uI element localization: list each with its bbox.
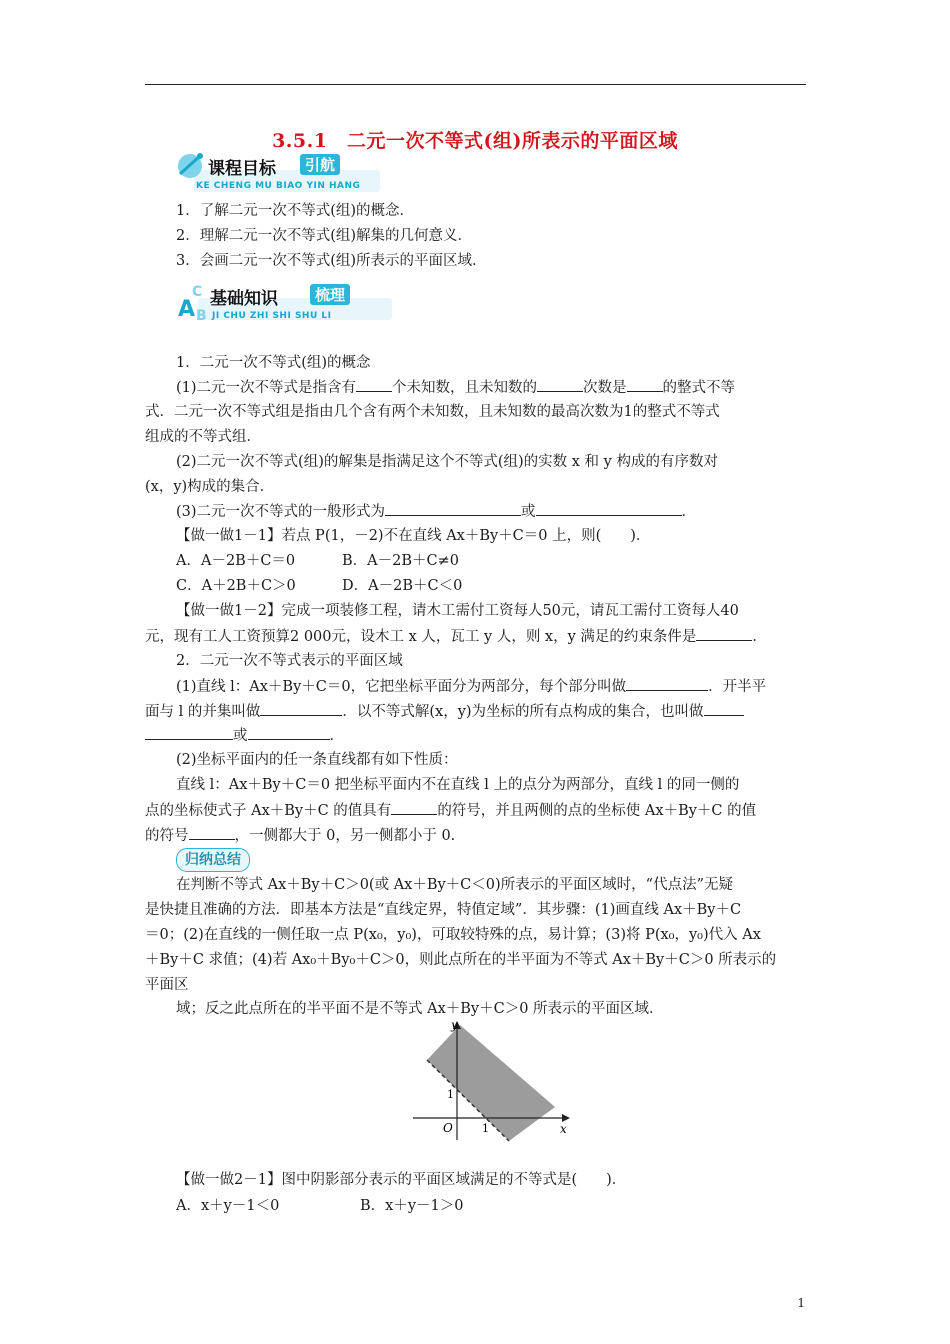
summary-line5: 平面区 bbox=[145, 977, 189, 993]
origin-label: O bbox=[443, 1121, 453, 1135]
exercise-1-1-option-b[interactable]: B．A－2B＋C≠0 bbox=[342, 553, 459, 569]
summary-line3: ＝0；(2)在直线的一侧任取一点 P(x₀，y₀)，可取较特殊的点，易计算；(3)将 P(x₀，y₀)代入 Ax bbox=[145, 927, 761, 943]
goal-item: 2．理解二元一次不等式(组)解集的几何意义． bbox=[176, 228, 473, 244]
answer-blank[interactable] bbox=[626, 676, 708, 691]
s2-p2-heading: (2)坐标平面内的任一条直线都有如下性质： bbox=[176, 752, 458, 768]
summary-line2: 是快捷且准确的方法．即基本方法是“直线定界，特值定域”．其步骤：(1)画直线 Ax＋By＋C bbox=[145, 902, 742, 918]
s1-p1-text-c: 次数是 bbox=[583, 380, 627, 396]
s1-p3-text-a: (3)二元一次不等式的一般形式为 bbox=[176, 504, 386, 520]
summary-line4: ＋By＋C 求值；(4)若 Ax₀＋By₀＋C＞0，则此点所在的半平面为不等式 Ax＋By＋C＞0 所表示的 bbox=[145, 952, 777, 968]
x-axis-label: x bbox=[560, 1122, 567, 1136]
s2-p1-text-c: 面与 l 的并集叫做 bbox=[145, 704, 261, 720]
y-tick-label: 1 bbox=[447, 1088, 454, 1101]
section-2-heading: 2．二元一次不等式表示的平面区域 bbox=[176, 653, 403, 669]
answer-blank[interactable] bbox=[356, 377, 392, 392]
page-title: 3.5.1 二元一次不等式(组)所表示的平面区域 bbox=[272, 130, 678, 152]
s1-p1-text-d: 的整式不等 bbox=[662, 380, 736, 396]
exercise-1-1-option-a[interactable]: A．A－2B＋C＝0 bbox=[176, 553, 296, 569]
exercise-1-1-stem: 【做一做1－1】若点 P(1，－2)不在直线 Ax＋By＋C＝0 上，则( )． bbox=[176, 528, 651, 544]
banner-basic-knowledge bbox=[176, 276, 396, 326]
summary-line6: 域；反之此点所在的半平面不是不等式 Ax＋By＋C＞0 所表示的平面区域． bbox=[176, 1001, 664, 1017]
s2-p2-text-c: 的符号 bbox=[145, 828, 189, 844]
banner-course-goals-heading: 课程目标 bbox=[208, 159, 276, 179]
s1-p1-text-a: (1)二元一次不等式是指含有 bbox=[176, 380, 357, 396]
answer-blank[interactable] bbox=[385, 501, 521, 516]
exercise-2-1-option-a[interactable]: A．x＋y－1＜0 bbox=[176, 1198, 280, 1214]
page-number: 1 bbox=[797, 1296, 805, 1310]
exercise-1-2-end: ． bbox=[752, 629, 767, 645]
s2-p2-text-b: 的符号，并且两侧的点的坐标使 Ax＋By＋C 的值 bbox=[437, 803, 757, 819]
y-axis-label: y bbox=[451, 1018, 458, 1032]
s1-p1-line3: 组成的不等式组． bbox=[145, 429, 261, 445]
s2-p2-line3 bbox=[145, 825, 455, 846]
s1-p1-line1 bbox=[176, 377, 735, 398]
s2-p1-text-a: (1)直线 l：Ax＋By＋C＝0，它把坐标平面分为两部分，每个部分叫做 bbox=[176, 679, 627, 695]
coordinate-figure bbox=[405, 1015, 580, 1149]
section-1-heading: 1．二元一次不等式(组)的概念 bbox=[176, 355, 371, 371]
answer-blank[interactable] bbox=[536, 501, 682, 516]
answer-blank[interactable] bbox=[696, 626, 752, 641]
abc-letter-c: C bbox=[192, 284, 203, 300]
s2-p1-text-f: ． bbox=[329, 728, 344, 744]
banner-course-goals bbox=[176, 148, 386, 194]
exercise-1-1-option-c[interactable]: C．A＋2B＋C＞0 bbox=[176, 578, 296, 594]
s2-p2-text-a: 点的坐标使式子 Ax＋By＋C 的值具有 bbox=[145, 803, 392, 819]
summary-line1: 在判断不等式 Ax＋By＋C＞0(或 Ax＋By＋C＜0)所表示的平面区域时，“代点法”无疑 bbox=[176, 877, 733, 893]
s2-p2-text-d: ，一侧都大于 0，另一侧都小于 0. bbox=[234, 828, 456, 844]
abc-letter-b: B bbox=[196, 308, 207, 324]
banner-basic-knowledge-heading: 基础知识 bbox=[210, 289, 278, 309]
exercise-1-2-line2 bbox=[145, 626, 767, 647]
s2-p1-line2 bbox=[145, 701, 744, 722]
top-rule bbox=[145, 84, 806, 85]
s2-p1-line1 bbox=[176, 676, 766, 697]
answer-blank[interactable] bbox=[627, 377, 663, 392]
s1-p1-line2: 式．二元一次不等式组是指由几个含有两个未知数，且未知数的最高次数为1的整式不等式 bbox=[145, 404, 720, 420]
s2-p1-text-b: ．开半平 bbox=[708, 679, 767, 695]
banner-basic-knowledge-pinyin: JI CHU ZHI SHI SHU LI bbox=[212, 311, 332, 321]
answer-blank[interactable] bbox=[391, 800, 437, 815]
answer-blank[interactable] bbox=[537, 377, 583, 392]
exercise-2-1-option-b[interactable]: B．x＋y－1＞0 bbox=[360, 1198, 464, 1214]
s1-p2-line2: (x，y)构成的集合． bbox=[145, 479, 275, 495]
s1-p3 bbox=[176, 501, 696, 522]
exercise-1-1-option-d[interactable]: D．A－2B＋C＜0 bbox=[342, 578, 463, 594]
x-tick-label: 1 bbox=[482, 1122, 489, 1135]
half-plane-graph bbox=[405, 1015, 580, 1145]
s1-p2-line1: (2)二元一次不等式(组)的解集是指满足这个不等式(组)的实数 x 和 y 构成的有序数对 bbox=[176, 454, 718, 470]
goal-item: 3．会画二元一次不等式(组)所表示的平面区域． bbox=[176, 253, 487, 269]
x-axis-arrow bbox=[562, 1114, 570, 1122]
s1-p3-text-c: ． bbox=[681, 504, 697, 520]
s2-p1-text-d: ．以不等式解(x，y)为坐标的所有点构成的集合，也叫做 bbox=[342, 704, 704, 720]
answer-blank[interactable] bbox=[704, 701, 744, 716]
banner-basic-knowledge-tag: 梳理 bbox=[310, 284, 350, 305]
goal-item: 1．了解二元一次不等式(组)的概念． bbox=[176, 203, 415, 219]
exercise-2-1-stem: 【做一做2－1】图中阴影部分表示的平面区域满足的不等式是( )． bbox=[176, 1172, 627, 1188]
summary-badge: 归纳总结 bbox=[176, 848, 250, 872]
s1-p3-text-b: 或 bbox=[521, 504, 536, 520]
exercise-1-2-line1: 【做一做1－2】完成一项装修工程，请木工需付工资每人50元，请瓦工需付工资每人40 bbox=[176, 603, 739, 619]
banner-course-goals-pinyin: KE CHENG MU BIAO YIN HANG bbox=[196, 181, 361, 191]
s2-p1-line3 bbox=[145, 725, 344, 746]
answer-blank[interactable] bbox=[145, 725, 233, 740]
s2-p1-text-e: 或 bbox=[233, 728, 248, 744]
s2-p2-line1: 直线 l：Ax＋By＋C＝0 把坐标平面内不在直线 l 上的点分为两部分，直线 l 的同一侧的 bbox=[176, 777, 740, 793]
s1-p1-text-b: 个未知数，且未知数的 bbox=[392, 380, 538, 396]
answer-blank[interactable] bbox=[189, 825, 235, 840]
banner-course-goals-tag: 引航 bbox=[300, 154, 340, 175]
answer-blank[interactable] bbox=[260, 701, 342, 716]
abc-letter-a: A bbox=[178, 297, 196, 322]
s2-p2-line2 bbox=[145, 800, 756, 821]
answer-blank[interactable] bbox=[248, 725, 330, 740]
exercise-1-2-text: 元，现有工人工资预算2 000元，设木工 x 人，瓦工 y 人，则 x，y 满足的约束条件是 bbox=[145, 629, 697, 645]
